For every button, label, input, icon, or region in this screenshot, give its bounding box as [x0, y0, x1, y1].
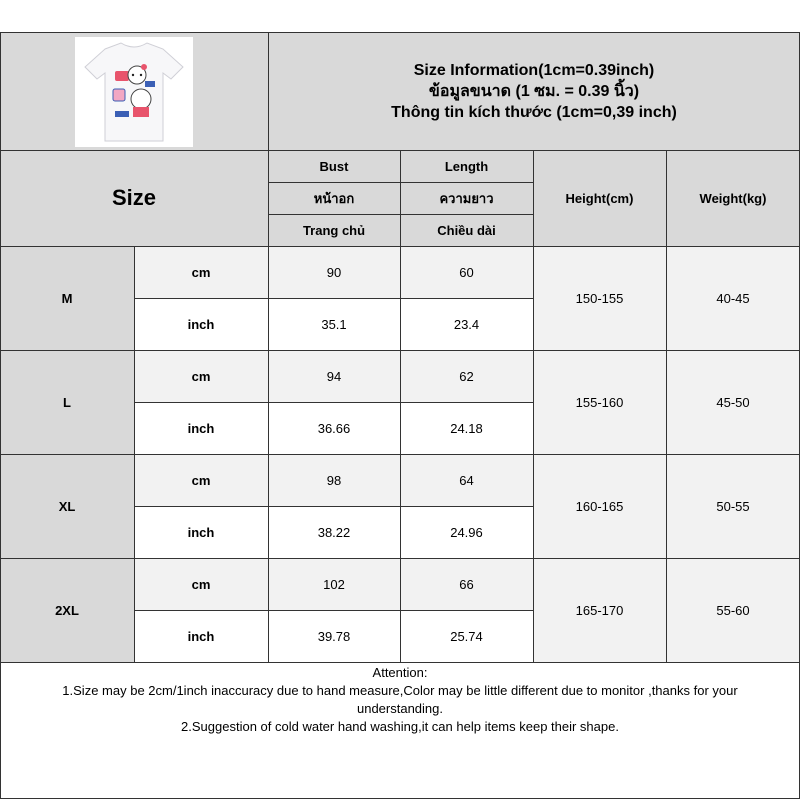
bust-header-en: Bust [268, 150, 400, 182]
unit-cm: cm [134, 350, 268, 402]
bust-cm-value: 102 [268, 558, 400, 610]
grid-line [400, 150, 401, 662]
attention-title: Attention: [372, 665, 428, 680]
weight-value: 55-60 [666, 558, 800, 662]
length-cm-value: 62 [400, 350, 533, 402]
product-image [75, 37, 193, 147]
length-cm-value: 60 [400, 246, 533, 298]
size-info-header [268, 32, 800, 150]
size-header [0, 150, 268, 246]
unit-inch: inch [187, 524, 215, 540]
bust-cm-value: 98 [268, 454, 400, 506]
length-inch-value: 25.74 [450, 628, 483, 644]
height-value: 160-165 [533, 454, 666, 558]
bust-cm-value: 94 [268, 350, 400, 402]
length-inch-value: 24.96 [450, 524, 483, 540]
size-cell-m: M [0, 246, 134, 350]
weight-value: 50-55 [666, 454, 800, 558]
size-header-label: Size [111, 185, 157, 210]
attention-notes [0, 662, 800, 800]
grid-line [134, 298, 533, 299]
grid-line [134, 506, 533, 507]
grid-line [134, 610, 533, 611]
unit-inch: inch [187, 420, 215, 436]
length-header-en: Length [400, 150, 533, 182]
size-cell-2xl: 2XL [0, 558, 134, 662]
bust-header-vi: Trang chủ [268, 214, 400, 246]
unit-inch: inch [187, 628, 215, 644]
size-cell-xl: XL [0, 454, 134, 558]
attention-line-1: 1.Size may be 2cm/1inch inaccuracy due to hand measure,Color may be little different due to monitor ,thanks for your understanding. [62, 683, 738, 716]
info-line-english: Size Information(1cm=0.39inch) [413, 61, 655, 79]
length-cm-value: 64 [400, 454, 533, 506]
bust-inch-value: 39.78 [317, 628, 351, 644]
unit-cm: cm [134, 454, 268, 506]
grid-line [134, 246, 135, 662]
length-header-vi: Chiều dài [400, 214, 533, 246]
length-inch-value: 23.4 [453, 316, 480, 332]
grid-line [666, 150, 667, 662]
bust-header-th: หน้าอก [268, 182, 400, 214]
info-line-thai: ข้อมูลขนาด (1 ซม. = 0.39 นิ้ว) [428, 82, 640, 100]
length-header-th: ความยาว [400, 182, 533, 214]
grid-line [134, 402, 533, 403]
weight-value: 40-45 [666, 246, 800, 350]
grid-line [0, 32, 800, 33]
unit-cm: cm [134, 558, 268, 610]
height-header: Height(cm) [533, 150, 666, 246]
unit-inch: inch [187, 316, 215, 332]
height-value: 155-160 [533, 350, 666, 454]
bust-inch-value: 36.66 [317, 420, 351, 436]
grid-line [268, 32, 269, 662]
unit-cm: cm [134, 246, 268, 298]
grid-line [533, 150, 534, 662]
height-value: 165-170 [533, 558, 666, 662]
height-value: 150-155 [533, 246, 666, 350]
bust-inch-value: 35.1 [321, 316, 347, 332]
length-cm-value: 66 [400, 558, 533, 610]
bust-inch-value: 38.22 [317, 524, 351, 540]
bust-cm-value: 90 [268, 246, 400, 298]
print-sticker-icon [115, 71, 129, 81]
weight-header: Weight(kg) [666, 150, 800, 246]
length-inch-value: 24.18 [450, 420, 483, 436]
size-cell-l: L [0, 350, 134, 454]
attention-line-2: 2.Suggestion of cold water hand washing,it can help items keep their shape. [181, 719, 619, 734]
info-line-vietnamese: Thông tin kích thước (1cm=0,39 inch) [391, 103, 677, 121]
tshirt-icon [75, 37, 193, 147]
weight-value: 45-50 [666, 350, 800, 454]
